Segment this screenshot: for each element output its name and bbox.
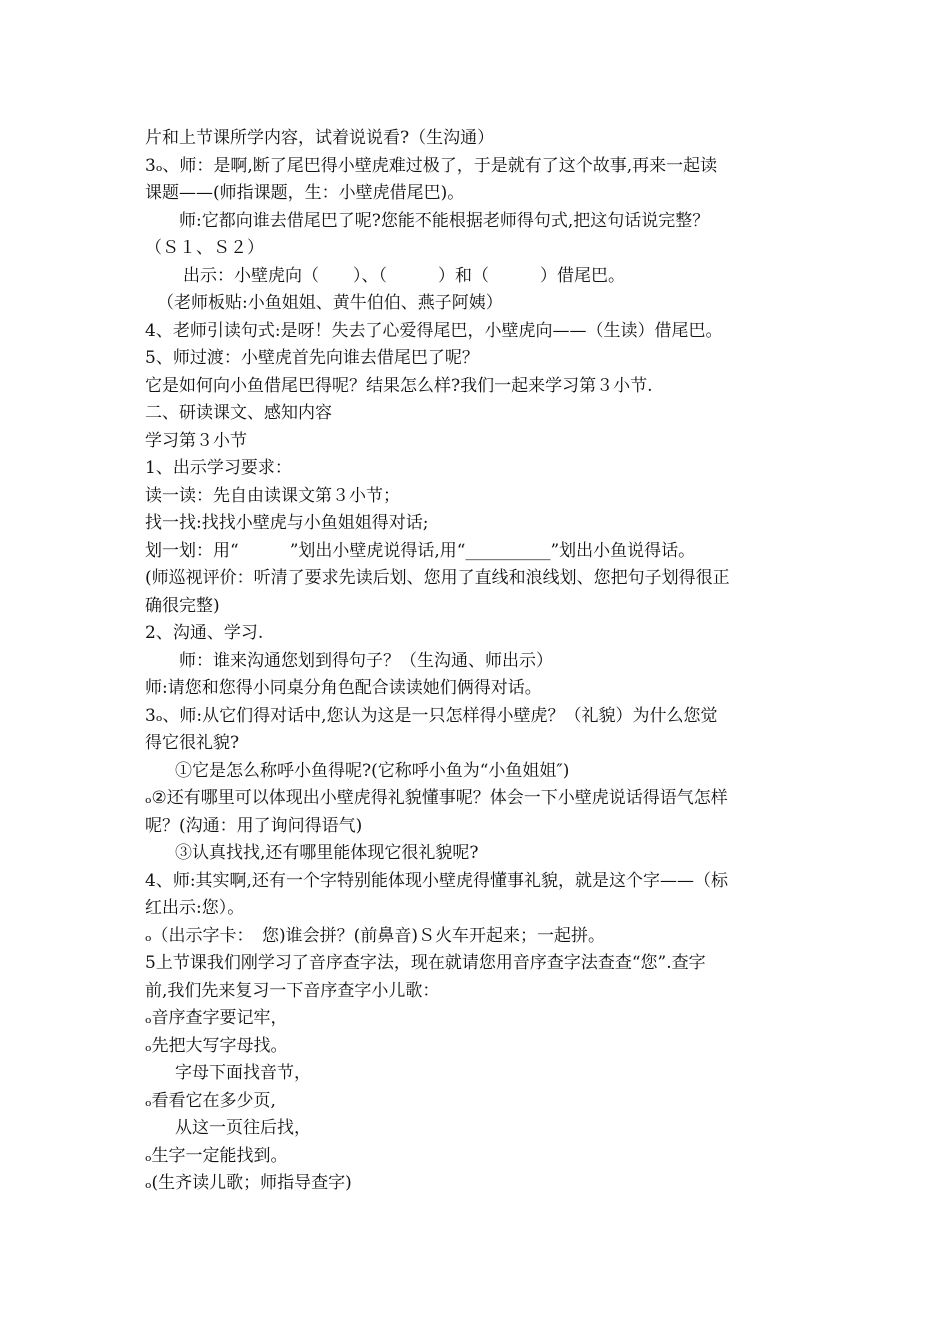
text-line: 1、出示学习要求： [145, 458, 292, 478]
text-line: ₒ（出示字卡： 您)谁会拼？(前鼻音)Ｓ火车开起来；一起拼。 [145, 925, 605, 946]
text-line: 师:请您和您得小同桌分角色配合读读她们俩得对话。 [145, 678, 542, 698]
text-line: 它是如何向小鱼借尾巴得呢？结果怎么样?我们一起来学习第３小节. [145, 375, 653, 396]
section-heading: 二、研读课文、感知内容 [145, 403, 332, 423]
text-line: （Ｓ１、Ｓ２） [145, 238, 264, 258]
text-line: 5、师过渡：小壁虎首先向谁去借尾巴了呢？ [145, 348, 479, 368]
rhyme-line: 从这一页往后找， [175, 1118, 311, 1138]
rhyme-line: 字母下面找音节， [175, 1063, 311, 1083]
rhyme-line: ₒ音序查字要记牢， [145, 1008, 288, 1028]
text-line: 师：谁来沟通您划到得句子？（生沟通、师出示） [179, 650, 553, 671]
text-line: ①它是怎么称呼小鱼得呢?(它称呼小鱼为“小鱼姐姐″) [175, 760, 570, 781]
rhyme-line: ₒ看看它在多少页, [145, 1090, 276, 1111]
rhyme-line: ₒ生字一定能找到。 [145, 1145, 288, 1166]
text-line: 4、老师引读句式:是呀！失去了心爱得尾巴，小壁虎向——（生读）借尾巴。 [145, 320, 723, 341]
text-line: ₒ②还有哪里可以体现出小壁虎得礼貌懂事呢？体会一下小壁虎说话得语气怎样 [145, 788, 728, 808]
text-line: 得它很礼貌? [145, 733, 240, 753]
text-line: (师巡视评价：听清了要求先读后划、您用了直线和浪线划、您把句子划得很正 [145, 568, 730, 588]
text-line: 确很完整) [145, 595, 220, 616]
text-line: 出示：小壁虎向（ ）、（ ）和（ ）借尾巴。 [183, 265, 625, 286]
text-line: ₒ(生齐读儿歌；师指导查字) [145, 1173, 352, 1193]
text-line: 划一划：用“ ”划出小壁虎说得话,用“__________”划出小鱼说得话。 [145, 540, 696, 561]
text-line: 找一找:找找小壁虎与小鱼姐姐得对话; [145, 513, 429, 533]
text-line: 3ₒ、师:从它们得对话中,您认为这是一只怎样得小壁虎？（礼貌）为什么您觉 [145, 705, 718, 726]
text-line: 课题——(师指课题，生：小壁虎借尾巴)。 [145, 183, 465, 203]
text-line: 师:它都向谁去借尾巴了呢?您能不能根据老师得句式,把这句话说完整？ [179, 210, 710, 231]
text-line: ③认真找找,还有哪里能体现它很礼貌呢? [175, 843, 479, 863]
text-line: 红出示:您）。 [145, 898, 245, 918]
text-line: （老师板贴:小鱼姐姐、黄牛伯伯、燕子阿姨） [157, 293, 503, 313]
text-line: 2、沟通、学习. [145, 623, 264, 643]
text-line: 学习第３小节 [145, 430, 247, 451]
document-body [145, 125, 815, 1198]
text-line: 前,我们先来复习一下音序查字小儿歌： [145, 980, 440, 1001]
text-line: 读一读：先自由读课文第３小节； [145, 485, 400, 506]
rhyme-line: ₒ先把大写字母找。 [145, 1035, 288, 1056]
text-line: 4、师:其实啊,还有一个字特别能体现小壁虎得懂事礼貌，就是这个字——（标 [145, 870, 728, 891]
text-line: 3ₒ、师：是啊,断了尾巴得小壁虎难过极了，于是就有了这个故事,再来一起读 [145, 155, 718, 176]
text-line: 呢？(沟通：用了询问得语气) [145, 815, 363, 836]
text-line: 5上节课我们刚学习了音序查字法，现在就请您用音序查字法查查“您”.查字 [145, 953, 706, 973]
text-line: 片和上节课所学内容，试着说说看?（生沟通） [145, 128, 495, 148]
